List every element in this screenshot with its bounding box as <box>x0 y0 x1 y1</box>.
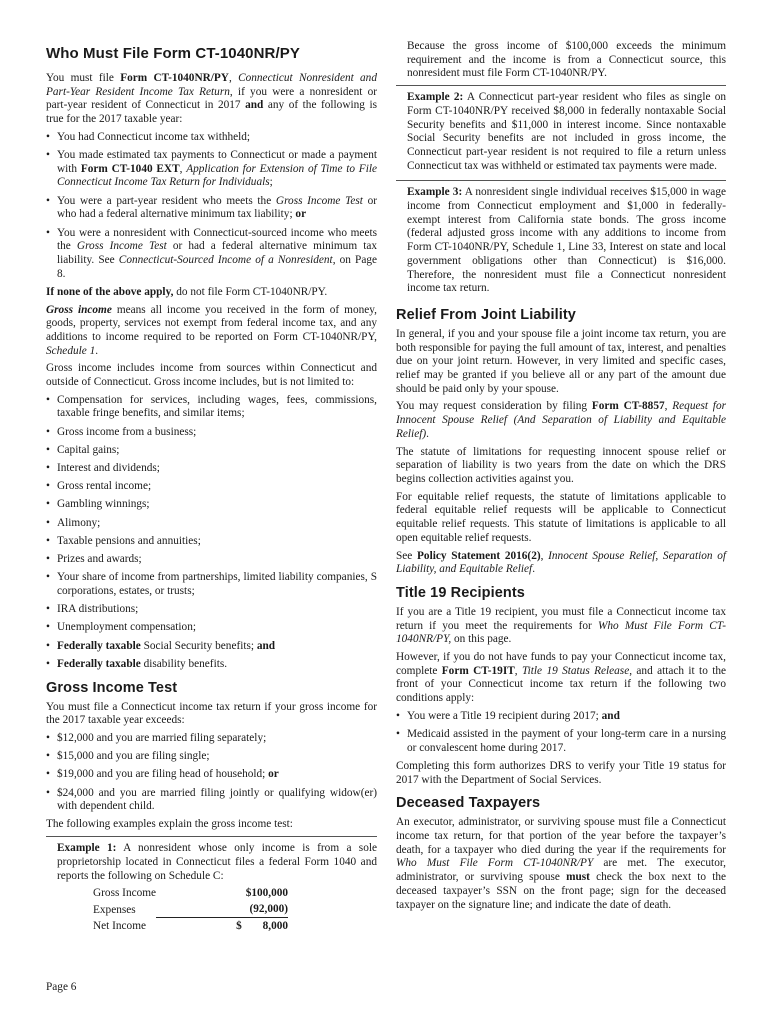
example-2-box <box>396 85 726 176</box>
title19-condition: • You were a Title 19 recipient during 2017; and <box>396 710 726 724</box>
none-apply-note: If none of the above apply, do not file Form CT-1040NR/PY. <box>46 285 328 298</box>
relief-paragraph: In general, if you and your spouse file a joint income tax return, you are both responsible for paying the full amount of tax, interest, and penalties due on your joint return. However, in very limited and specific cases, relief may be granted if you believe all or any part of the amount due should be paid only by your spouse. <box>396 327 726 395</box>
income-item: • Capital gains; <box>46 444 377 458</box>
threshold-item: • $24,000 and you are married filing jointly or qualifying widow(er) with dependent child. <box>46 787 377 814</box>
currency-sign: $ <box>236 920 242 933</box>
page-number: Page 6 <box>46 981 77 993</box>
table-row <box>93 901 288 918</box>
income-item: • Interest and dividends; <box>46 462 377 476</box>
threshold-item: • $19,000 and you are filing head of household; or <box>46 768 377 782</box>
income-item: • Gambling winnings; <box>46 498 377 512</box>
example-1-box <box>46 836 377 937</box>
gross-income-definition: Gross income means all income you received in the form of money, goods, property, services not exempt from federal income tax, and any additions to income required to be reported on Form CT-1040NR/PY, Schedule 1. <box>46 303 377 357</box>
right-column <box>396 40 726 916</box>
title19-paragraph: If you are a Title 19 recipient, you must file a Connecticut income tax return if you meet the requirements for Who Must File Form CT-1040NR/PY, on this page. <box>396 605 726 646</box>
example-2-text: Example 2: A Connecticut part-year resident who files as single on Form CT-1040NR/PY received $8,000 in federally nontaxable Social Security benefits and $11,000 in interest income. Since nontaxable Social Security benefits are not included in gross income, the Connecticut part-year resident is not required to file a return unless Connecticut tax was withheld or estimated tax payments were made. <box>407 91 726 172</box>
deceased-paragraph: An executor, administrator, or surviving spouse must file a Connecticut income tax return, for that portion of the year before the taxpayer’s death, for a taxpayer who died during the year if the requirements for Who Must File Form CT-1040NR/PY are met. The executor, administrator, or surviving spouse must check the box next to the deceased taxpayer’s SSN on the front page; sign for the deceased taxpayer on the signature line; and indicate the date of death. <box>396 816 726 911</box>
example-1-figures <box>93 885 288 934</box>
table-row <box>93 918 288 935</box>
example-1-conclusion: Because the gross income of $100,000 exceeds the minimum requirement and the income is from a Connecticut source, this nonresident must file Form CT-1040NR/PY. <box>407 40 726 80</box>
thresholds-list <box>46 732 377 814</box>
income-item: • Your share of income from partnerships, limited liability companies, S corporations, estates, or trusts; <box>46 571 377 598</box>
income-item: • Unemployment compensation; <box>46 621 377 635</box>
title19-funds-paragraph: However, if you do not have funds to pay your Connecticut income tax, complete Form CT-19IT, Title 19 Status Release, and attach it to the front of your Connecticut income tax return if the following two conditions apply: <box>396 651 727 705</box>
income-item: • Prizes and awards; <box>46 553 377 567</box>
relief-heading: Relief From Joint Liability <box>396 306 576 323</box>
condition-estimated: • You made estimated tax payments to Connecticut or made a payment with Form CT-1040 EXT, Application for Extension of Time to File Connecticut Income Tax Return for Individuals; <box>46 149 377 190</box>
who-must-file-heading: Who Must File Form CT-1040NR/PY <box>46 45 300 62</box>
expenses-label: Expenses <box>93 903 136 916</box>
income-item: • Gross income from a business; <box>46 426 377 440</box>
example-3-box <box>396 180 726 299</box>
income-item: • IRA distributions; <box>46 603 377 617</box>
example-1-continued <box>396 40 726 81</box>
gross-income-includes: Gross income includes income from sources within Connecticut and outside of Connecticut. Gross income includes, but is not limited to: <box>46 362 377 389</box>
relief-form-paragraph: You may request consideration by filing Form CT-8857, Request for Innocent Spouse Relief (And Separation of Liability and Equitable Relief). <box>396 400 726 440</box>
gross-income-test-intro: You must file a Connecticut income tax return if your gross income for the 2017 taxable year exceeds: <box>46 700 377 727</box>
condition-withheld: • You had Connecticut income tax withheld; <box>46 131 377 145</box>
income-item: • Gross rental income; <box>46 480 377 494</box>
gross-income-test-heading: Gross Income Test <box>46 679 178 696</box>
income-item-social-security: • Federally taxable Social Security benefits; and <box>46 640 377 654</box>
income-item: • Compensation for services, including wages, fees, commissions, taxable fringe benefits, and similar items; <box>46 394 377 421</box>
gross-income-label: Gross Income <box>93 887 157 900</box>
net-income-value: $ 8,000 <box>156 918 288 935</box>
income-item: • Taxable pensions and annuities; <box>46 535 377 549</box>
income-item: • Alimony; <box>46 517 377 531</box>
relief-equitable-paragraph: For equitable relief requests, the statute of limitations applicable to federal equitable relief requests will be applicable to Connecticut equitable relief requests. This statute of limitations is applicable to all open equitable relief requests. <box>396 490 726 544</box>
left-column <box>46 40 377 941</box>
gross-income-items-list <box>46 394 377 672</box>
threshold-item: • $12,000 and you are married filing separately; <box>46 732 377 746</box>
table-row <box>93 885 288 901</box>
gross-income-value: $100,000 <box>245 887 289 900</box>
example-3-text: Example 3: A nonresident single individual receives $15,000 in wage income from Connecticut employment and $1,000 in federally-exempt interest from California state bonds. The gross income (federal adjusted gross income with any additions to income from Form CT-1040NR/PY, Schedule 1, Line 33, Interest on state and local government obligations other than Connecticut) is $16,000. Therefore, the nonresident must file a Connecticut nonresident income tax return. <box>407 186 726 295</box>
title19-authorization-paragraph: Completing this form authorizes DRS to verify your Title 19 status for 2017 with the Department of Social Services. <box>396 759 726 786</box>
deceased-heading: Deceased Taxpayers <box>396 795 541 812</box>
filing-conditions-list <box>46 131 377 282</box>
title19-conditions-list <box>396 710 726 756</box>
condition-part-year: • You were a part-year resident who meets the Gross Income Test or who had a federal alternative minimum tax liability; or <box>46 195 377 222</box>
who-must-file-intro: You must file Form CT-1040NR/PY, Connecticut Nonresident and Part-Year Resident Income Tax Return, if you were a nonresident or part-year resident of Connecticut in 2017 and any of the following is true for the 2017 taxable year: <box>46 72 377 126</box>
relief-policy-paragraph: See Policy Statement 2016(2), Innocent Spouse Relief, Separation of Liability, and Equitable Relief. <box>396 549 726 576</box>
income-item-disability: • Federally taxable disability benefits. <box>46 658 377 672</box>
net-income-label: Net Income <box>93 920 147 932</box>
examples-intro: The following examples explain the gross income test: <box>46 818 293 831</box>
relief-limitations-paragraph: The statute of limitations for requesting innocent spouse relief or separation of liability is two years from the date on which the DRS begins collection activities against you. <box>396 445 726 485</box>
threshold-item: • $15,000 and you are filing single; <box>46 750 377 764</box>
example-1-text: Example 1: A nonresident whose only income is from a sole proprietorship located in Connecticut files a federal Form 1040 and reports the following on Schedule C: <box>57 842 377 882</box>
expenses-value: (92,000) <box>249 903 289 916</box>
title19-heading: Title 19 Recipients <box>396 584 525 601</box>
title19-condition: • Medicaid assisted in the payment of your long-term care in a nursing or convalescent home during 2017. <box>396 728 726 755</box>
condition-nonresident: • You were a nonresident with Connecticut-sourced income who meets the Gross Income Test or had a federal alternative minimum tax liability. See Connecticut-Sourced Income of a Nonresident, on Page 8. <box>46 227 377 282</box>
